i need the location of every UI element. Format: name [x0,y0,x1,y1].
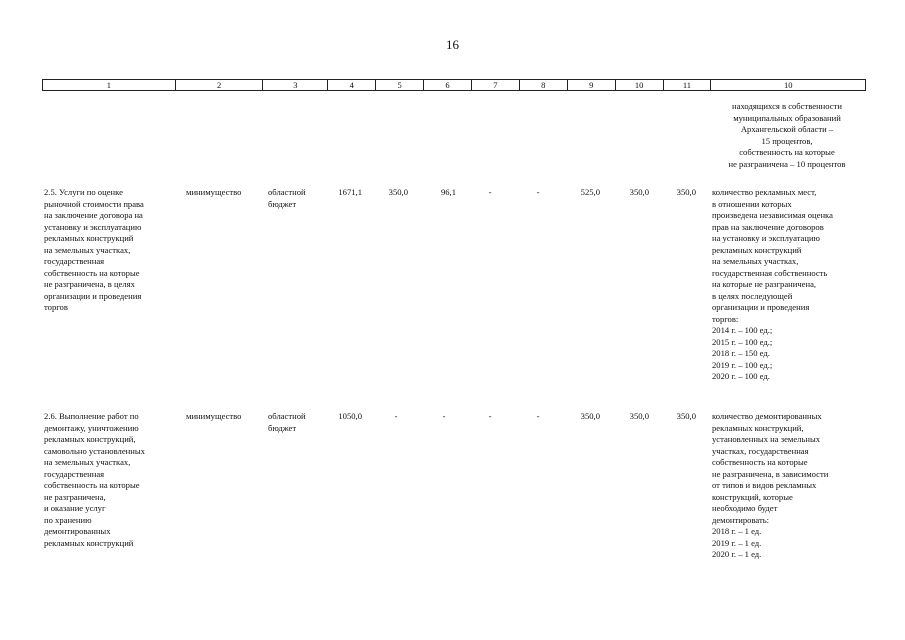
row-2-5-col5: 350,0 [388,187,408,197]
row-2-6-source: областной бюджет [268,411,306,433]
row-2-5-indicator: количество рекламных мест, в отношении которых произведена независимая оценка прав на заключение договоров на установку и эксплуатацию рекламных конструкций на земельных участках, государственная собственность на которые не разграничена, в целях последующей организации и проведения торгов: 2014 г. – 100 ед.; 2015 г. – 100 ед.; 2018 г. – 150 ед. 2019 г. – 100 ед.; 2020 г. – 100 ед. [712,187,833,381]
row-2-5-col7: - [488,187,492,197]
row-2-6-col9: 350,0 [580,411,600,421]
header-col-2: 2 [176,80,264,90]
header-col-12: 10 [783,80,793,90]
row-2-6-col8: - [536,411,540,421]
row-2-6-col6: - [442,411,446,421]
row-2-6-name: 2.6. Выполнение работ по демонтажу, уничтожению рекламных конструкций, самовольно установленных на земельных участках, государственная собственность на которые не разграничена, и оказание услуг по хранению демонтированных рекламных конструкций [44,411,145,548]
row-2-5-col11: 350,0 [676,187,696,197]
row-2-5-col9: 525,0 [580,187,600,197]
row-2-5-source: областной бюджет [268,187,306,209]
header-col-3: 3 [263,80,328,90]
page-number: 16 [446,37,459,52]
row-2-6-executor: минимущество [186,411,242,421]
row-2-5-col6: 96,1 [440,187,456,197]
row-2-5-col10: 350,0 [629,187,649,197]
row-2-5-col8: - [536,187,540,197]
row-2-6-col10: 350,0 [629,411,649,421]
header-col-10: 10 [616,80,664,90]
header-col-8: 8 [520,80,568,90]
column-number-header [42,79,866,91]
row-2-6-col11: 350,0 [676,411,696,421]
carryover-indicator-text: находящихся в собственности муниципальных образований Архангельской области – 15 процентов, собственность на которые не разграничена – 10 процентов [728,101,846,169]
row-2-5-total: 1671,1 [338,187,362,197]
row-2-6-col5: - [394,411,398,421]
header-col-9: 9 [568,80,616,90]
header-col-7: 7 [472,80,520,90]
row-2-6-indicator: количество демонтированных рекламных конструкций, установленных на земельных участках, государственная собственность на которые не разграничена, в зависимости от типов и видов рекламных конструкций, которые необходимо будет демонтировать: 2018 г. – 1 ед. 2019 г. – 1 ед. 2020 г. – 1 ед. [712,411,829,559]
row-2-5-name: 2.5. Услуги по оценке рыночной стоимости права на заключение договора на установку и эксплуатацию рекламных конструкций на земельных участках, государственная собственность на которые не разграничена, в целях организации и проведения торгов [44,187,144,312]
header-col-11: 11 [664,80,712,90]
row-2-6-col7: - [488,411,492,421]
header-col-6: 6 [424,80,472,90]
header-col-1: 1 [43,80,176,90]
row-2-5-executor: минимущество [186,187,242,197]
header-col-4: 4 [328,80,376,90]
header-col-5: 5 [376,80,424,90]
row-2-6-total: 1050,0 [338,411,362,421]
